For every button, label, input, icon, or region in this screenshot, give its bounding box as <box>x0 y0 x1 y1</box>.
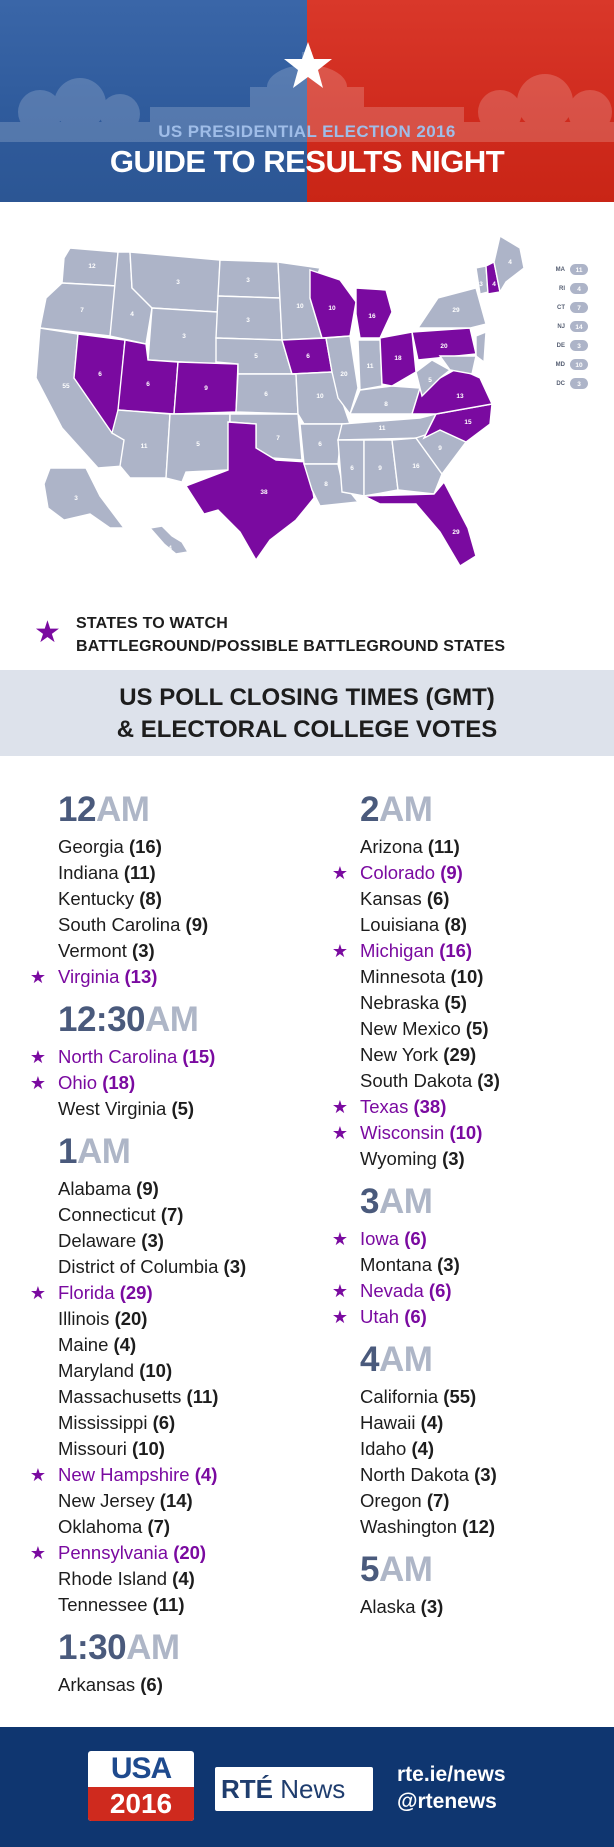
closing-time-number: 4 <box>360 1340 379 1379</box>
state-name: Rhode Island <box>58 1568 168 1589</box>
label-id: 4 <box>130 311 134 318</box>
state-name: Massachusetts <box>58 1386 182 1407</box>
state-row <box>29 1280 338 1306</box>
state-row <box>58 1332 338 1358</box>
state-name: Nevada <box>360 1280 424 1301</box>
state-row <box>29 1044 338 1070</box>
time-slot-group <box>58 1628 338 1698</box>
state-electoral-votes: (3) <box>132 940 155 961</box>
star-icon: ★ <box>29 1283 47 1303</box>
state-electoral-votes: (7) <box>426 1490 450 1511</box>
state-row <box>58 1410 338 1436</box>
state-electoral-votes: (5) <box>444 992 467 1013</box>
state-ky <box>350 386 420 414</box>
state-name: Arizona <box>360 836 423 857</box>
state-name: Louisiana <box>360 914 440 935</box>
state-row <box>331 1120 600 1146</box>
label-nh: 4 <box>492 281 496 288</box>
state-row <box>360 1436 600 1462</box>
state-electoral-votes: (20) <box>173 1542 207 1563</box>
label-tn: 11 <box>378 425 386 432</box>
state-name: Ohio <box>58 1072 98 1093</box>
label-ks: 6 <box>264 391 268 398</box>
label-hi: 4 <box>168 545 172 552</box>
label-tx: 38 <box>260 489 268 496</box>
state-row <box>29 964 338 990</box>
state-row <box>58 860 338 886</box>
state-electoral-votes: (38) <box>413 1096 447 1117</box>
state-electoral-votes: (3) <box>474 1464 497 1485</box>
label-ny: 29 <box>452 307 460 314</box>
usa-2016-logo <box>88 1751 194 1821</box>
small-state-abbr: DE <box>556 343 565 349</box>
state-electoral-votes: (10) <box>450 966 484 987</box>
label-in: 11 <box>366 363 374 370</box>
star-icon <box>283 40 333 90</box>
state-row <box>58 1228 338 1254</box>
footer <box>0 1727 614 1847</box>
state-electoral-votes: (18) <box>102 1072 136 1093</box>
small-state-abbr: CT <box>557 305 565 311</box>
state-electoral-votes: (4) <box>113 1334 137 1355</box>
star-icon: ★ <box>331 863 349 883</box>
time-slot-group <box>360 1550 600 1620</box>
state-electoral-votes: (9) <box>136 1178 159 1199</box>
label-ar: 6 <box>318 441 322 448</box>
closing-time-heading <box>58 1000 338 1040</box>
state-name: Michigan <box>360 940 435 961</box>
state-electoral-votes: (15) <box>182 1046 216 1067</box>
rte-news-logo <box>215 1767 373 1811</box>
state-name: Alaska <box>360 1596 416 1617</box>
state-row <box>360 1252 600 1278</box>
state-name: New Jersey <box>58 1490 155 1511</box>
state-row <box>58 1488 338 1514</box>
closing-time-heading <box>360 1340 600 1380</box>
state-name: Vermont <box>58 940 127 961</box>
closing-time-ampm: AM <box>145 1000 199 1039</box>
state-name: Iowa <box>360 1228 400 1249</box>
state-electoral-votes: (16) <box>128 836 162 857</box>
state-name: Maryland <box>58 1360 135 1381</box>
state-name: Montana <box>360 1254 432 1275</box>
label-ak: 3 <box>74 495 78 502</box>
state-row <box>58 1672 338 1698</box>
small-state-abbr: MD <box>555 362 565 368</box>
label-mn: 10 <box>296 303 304 310</box>
state-or <box>40 283 118 336</box>
state-name: Kentucky <box>58 888 135 909</box>
state-row <box>29 1462 338 1488</box>
legend-text <box>76 612 505 658</box>
state-name: South Carolina <box>58 914 181 935</box>
section-title-line-1: US POLL CLOSING TIMES (GMT) <box>119 684 495 711</box>
state-name: Arkansas <box>58 1674 136 1695</box>
state-row <box>331 938 600 964</box>
closing-time-heading <box>58 1628 338 1668</box>
star-icon: ★ <box>331 1229 349 1249</box>
state-name: Georgia <box>58 836 124 857</box>
label-nv: 6 <box>98 371 102 378</box>
section-title <box>0 670 614 746</box>
map-legend <box>34 610 594 660</box>
state-electoral-votes: (3) <box>437 1254 460 1275</box>
small-state-abbr: NJ <box>557 324 565 330</box>
label-or: 7 <box>80 307 84 314</box>
time-slot-group <box>29 1000 338 1122</box>
state-name: Minnesota <box>360 966 446 987</box>
state-fl <box>364 482 476 566</box>
section-title-line-2: & ELECTORAL COLLEGE VOTES <box>116 716 498 743</box>
state-row <box>58 1592 338 1618</box>
small-state-votes: 14 <box>575 324 583 331</box>
state-electoral-votes: (6) <box>404 1228 427 1249</box>
state-name: Wyoming <box>360 1148 437 1169</box>
label-ms: 6 <box>350 465 354 472</box>
state-row <box>331 1094 600 1120</box>
state-name: North Dakota <box>360 1464 469 1485</box>
label-mt: 3 <box>176 279 180 286</box>
closing-time-number: 12 <box>58 790 96 829</box>
small-state-votes: 4 <box>577 286 581 293</box>
small-state-abbr: DC <box>556 381 565 387</box>
closing-time-number: 1:30 <box>58 1628 127 1667</box>
state-row <box>360 1068 600 1094</box>
state-name: Nebraska <box>360 992 440 1013</box>
star-icon: ★ <box>34 616 61 649</box>
star-icon: ★ <box>29 1543 47 1563</box>
closing-time-number: 1 <box>58 1132 77 1171</box>
rte-logo-bold: RTÉ <box>221 1774 273 1804</box>
label-sc: 9 <box>438 445 442 452</box>
state-row <box>58 1176 338 1202</box>
label-wa: 12 <box>88 263 96 270</box>
state-name: District of Columbia <box>58 1256 219 1277</box>
us-electoral-map <box>20 228 594 578</box>
state-row <box>331 1226 600 1252</box>
state-row <box>360 990 600 1016</box>
state-name: Hawaii <box>360 1412 416 1433</box>
state-name: Wisconsin <box>360 1122 445 1143</box>
state-name: Pennsylvania <box>58 1542 169 1563</box>
closing-time-heading <box>360 790 600 830</box>
map-svg <box>20 228 594 578</box>
usa-logo-top: USA <box>110 1752 172 1785</box>
state-row <box>360 964 600 990</box>
label-mo: 10 <box>316 393 324 400</box>
state-electoral-votes: (20) <box>114 1308 148 1329</box>
label-la: 8 <box>324 481 328 488</box>
state-electoral-votes: (4) <box>420 1412 444 1433</box>
page-title: GUIDE TO RESULTS NIGHT <box>109 144 505 179</box>
state-row <box>360 1594 600 1620</box>
state-row <box>58 1202 338 1228</box>
state-row <box>360 1462 600 1488</box>
state-electoral-votes: (3) <box>141 1230 164 1251</box>
star-icon: ★ <box>331 1123 349 1143</box>
label-ga: 16 <box>412 463 420 470</box>
state-electoral-votes: (7) <box>147 1516 171 1537</box>
state-electoral-votes: (4) <box>172 1568 195 1589</box>
state-row <box>360 1146 600 1172</box>
state-name: Alabama <box>58 1178 132 1199</box>
state-row <box>331 1304 600 1330</box>
state-electoral-votes: (5) <box>171 1098 195 1119</box>
state-nm <box>166 414 230 482</box>
state-electoral-votes: (4) <box>194 1464 218 1485</box>
label-va: 13 <box>456 393 464 400</box>
state-name: Indiana <box>58 862 119 883</box>
label-wv: 5 <box>428 377 432 384</box>
closing-time-heading <box>58 1132 338 1172</box>
closing-time-heading <box>360 1182 600 1222</box>
state-electoral-votes: (3) <box>420 1596 444 1617</box>
legend-line-2: BATTLEGROUND/POSSIBLE BATTLEGROUND STATES <box>76 638 506 655</box>
state-row <box>58 886 338 912</box>
label-fl: 29 <box>452 529 460 536</box>
state-row <box>331 1278 600 1304</box>
state-row <box>360 886 600 912</box>
label-az: 11 <box>140 443 148 450</box>
state-name: Illinois <box>58 1308 110 1329</box>
state-row <box>58 1254 338 1280</box>
state-electoral-votes: (11) <box>427 836 460 857</box>
state-name: Utah <box>360 1306 400 1327</box>
state-name: Virginia <box>58 966 120 987</box>
label-pa: 20 <box>440 343 448 350</box>
label-ut: 6 <box>146 381 150 388</box>
schedule-column-left <box>29 790 338 1708</box>
state-electoral-votes: (3) <box>223 1256 247 1277</box>
state-electoral-votes: (11) <box>123 862 156 883</box>
state-electoral-votes: (4) <box>411 1438 435 1459</box>
rte-logo-rest: News <box>273 1774 346 1804</box>
closing-time-ampm: AM <box>76 1132 131 1171</box>
state-name: Florida <box>58 1282 115 1303</box>
schedule-column-right <box>331 790 600 1630</box>
label-co: 9 <box>204 385 208 392</box>
state-name: New York <box>360 1044 439 1065</box>
closing-time-ampm: AM <box>378 790 433 829</box>
state-name: Connecticut <box>58 1204 156 1225</box>
state-electoral-votes: (8) <box>444 914 467 935</box>
state-row <box>58 1306 338 1332</box>
state-ak <box>44 468 124 528</box>
star-icon: ★ <box>331 1097 349 1117</box>
small-states-legend <box>556 264 588 389</box>
star-icon: ★ <box>331 1307 349 1327</box>
state-row <box>360 912 600 938</box>
time-slot-group <box>29 1132 338 1618</box>
state-name: New Hampshire <box>58 1464 190 1485</box>
state-electoral-votes: (29) <box>119 1282 153 1303</box>
state-electoral-votes: (6) <box>140 1674 163 1695</box>
state-electoral-votes: (10) <box>449 1122 483 1143</box>
state-electoral-votes: (10) <box>132 1438 165 1459</box>
small-state-votes: 11 <box>575 267 583 274</box>
small-state-votes: 3 <box>577 381 581 388</box>
time-slot-group <box>331 790 600 1172</box>
state-row <box>360 834 600 860</box>
state-row <box>58 1096 338 1122</box>
state-name: Idaho <box>360 1438 407 1459</box>
label-il: 20 <box>340 371 348 378</box>
label-ne: 5 <box>254 353 258 360</box>
state-electoral-votes: (6) <box>152 1412 176 1433</box>
state-row <box>58 938 338 964</box>
state-row <box>360 1410 600 1436</box>
star-icon: ★ <box>331 1281 349 1301</box>
state-electoral-votes: (16) <box>439 940 473 961</box>
label-me: 4 <box>508 259 512 266</box>
small-state-abbr: MA <box>555 267 565 273</box>
closing-time-ampm: AM <box>95 790 150 829</box>
label-wi: 10 <box>328 305 336 312</box>
state-electoral-votes: (6) <box>426 888 450 909</box>
state-row <box>360 1384 600 1410</box>
state-row <box>360 1488 600 1514</box>
state-name: Kansas <box>360 888 422 909</box>
state-row <box>360 1042 600 1068</box>
state-name: Oklahoma <box>58 1516 143 1537</box>
label-ia: 6 <box>306 353 310 360</box>
label-oh: 18 <box>394 355 402 362</box>
state-row <box>58 912 338 938</box>
closing-time-number: 12:30 <box>58 1000 146 1039</box>
small-state-votes: 3 <box>577 343 581 350</box>
label-al: 9 <box>378 465 382 472</box>
state-row <box>29 1070 338 1096</box>
state-row <box>58 1436 338 1462</box>
state-electoral-votes: (8) <box>139 888 162 909</box>
state-row <box>331 860 600 886</box>
state-electoral-votes: (55) <box>443 1386 477 1407</box>
star-icon: ★ <box>29 1073 47 1093</box>
star-icon: ★ <box>29 1047 47 1067</box>
state-row <box>58 1514 338 1540</box>
star-icon: ★ <box>331 941 349 961</box>
state-name: New Mexico <box>360 1018 461 1039</box>
label-nm: 5 <box>196 441 200 448</box>
state-name: Missouri <box>58 1438 127 1459</box>
link-rte-twitter[interactable]: @rtenews <box>397 1790 497 1813</box>
state-row <box>360 1016 600 1042</box>
closing-time-number: 2 <box>360 790 379 829</box>
closing-time-ampm: AM <box>378 1550 433 1589</box>
state-row <box>58 1358 338 1384</box>
state-electoral-votes: (6) <box>404 1306 427 1327</box>
header-banner <box>0 0 614 202</box>
closing-time-number: 3 <box>360 1182 379 1221</box>
state-electoral-votes: (9) <box>440 862 463 883</box>
state-name: Washington <box>360 1516 458 1537</box>
state-name: Texas <box>360 1096 409 1117</box>
label-nd: 3 <box>246 277 250 284</box>
link-rte-news-site[interactable]: rte.ie/news <box>397 1763 506 1786</box>
state-row <box>360 1514 600 1540</box>
label-nc: 15 <box>464 419 472 426</box>
small-state-votes: 7 <box>577 305 581 312</box>
footer-links <box>397 1761 506 1815</box>
state-row <box>58 834 338 860</box>
state-name: Mississippi <box>58 1412 148 1433</box>
label-ca: 55 <box>62 383 70 390</box>
time-slot-group <box>331 1182 600 1330</box>
closing-time-heading <box>360 1550 600 1590</box>
state-row <box>58 1384 338 1410</box>
time-slot-group <box>360 1340 600 1540</box>
label-vt: 3 <box>479 281 483 288</box>
state-electoral-votes: (6) <box>428 1280 452 1301</box>
header-kicker: US PRESIDENTIAL ELECTION 2016 <box>158 122 456 141</box>
state-electoral-votes: (7) <box>160 1204 184 1225</box>
state-name: Delaware <box>58 1230 137 1251</box>
rte-logo-text <box>221 1771 345 1807</box>
state-electoral-votes: (29) <box>443 1044 477 1065</box>
star-icon: ★ <box>29 967 47 987</box>
closing-time-number: 5 <box>360 1550 379 1589</box>
state-electoral-votes: (9) <box>185 914 209 935</box>
label-ok: 7 <box>276 435 280 442</box>
small-state-votes: 10 <box>575 362 583 369</box>
closing-time-ampm: AM <box>378 1182 433 1221</box>
state-name: North Carolina <box>58 1046 178 1067</box>
label-ky: 8 <box>384 401 388 408</box>
state-name: Colorado <box>360 862 436 883</box>
state-electoral-votes: (5) <box>465 1018 489 1039</box>
state-electoral-votes: (10) <box>139 1360 173 1381</box>
state-electoral-votes: (3) <box>477 1070 500 1091</box>
state-electoral-votes: (11) <box>152 1594 185 1615</box>
state-row <box>29 1540 338 1566</box>
state-nj <box>476 332 486 362</box>
state-name: Tennessee <box>58 1594 148 1615</box>
time-slot-group <box>29 790 338 990</box>
state-row <box>58 1566 338 1592</box>
state-electoral-votes: (12) <box>462 1516 496 1537</box>
section-band <box>0 670 614 756</box>
star-icon: ★ <box>29 1465 47 1485</box>
closing-time-ampm: AM <box>126 1628 180 1667</box>
state-electoral-votes: (14) <box>159 1490 193 1511</box>
state-electoral-votes: (11) <box>186 1386 219 1407</box>
small-state-abbr: RI <box>559 286 565 292</box>
state-name: West Virginia <box>58 1098 167 1119</box>
state-name: South Dakota <box>360 1070 473 1091</box>
state-name: Oregon <box>360 1490 422 1511</box>
legend-line-1: STATES TO WATCH <box>76 615 229 632</box>
label-mi: 16 <box>368 313 376 320</box>
label-sd: 3 <box>246 317 250 324</box>
label-wy: 3 <box>182 333 186 340</box>
state-electoral-votes: (13) <box>124 966 158 987</box>
state-electoral-votes: (3) <box>442 1148 465 1169</box>
closing-time-heading <box>58 790 338 830</box>
state-name: California <box>360 1386 439 1407</box>
usa-logo-year: 2016 <box>88 1787 194 1821</box>
closing-time-ampm: AM <box>378 1340 433 1379</box>
state-name: Maine <box>58 1334 109 1355</box>
